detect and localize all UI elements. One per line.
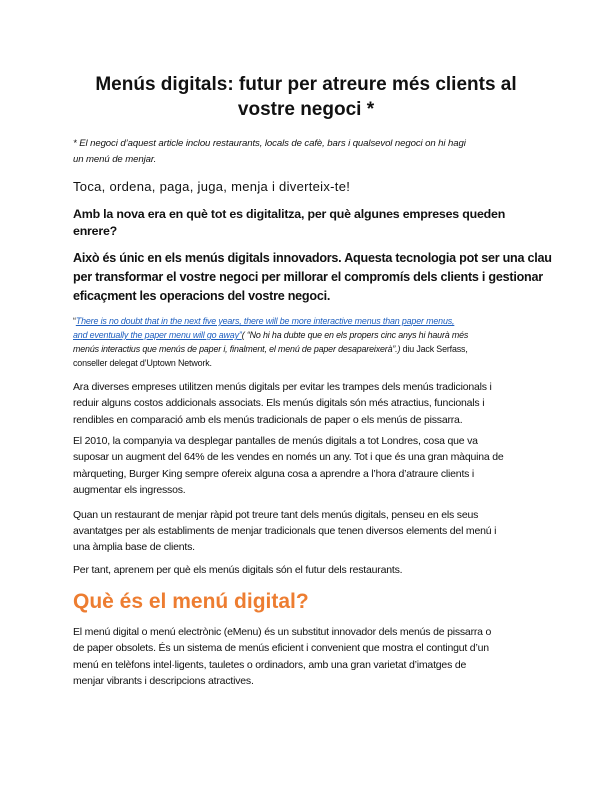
paragraph: de paper obsolets. És un sistema de menús eficient i convenient que mostra el contingut d’un bbox=[73, 642, 489, 654]
question-heading: enrere? bbox=[73, 224, 118, 238]
paragraph: El menú digital o menú electrònic (eMenu) és un substitut innovador dels menús de pissarra o bbox=[73, 626, 492, 638]
intro-paragraph: Això és únic en els menús digitals innovadors. Aquesta tecnologia pot ser una clau bbox=[73, 251, 552, 265]
quote-translation: ( “No hi ha dubte que en els propers cinc anys hi haurà més bbox=[241, 330, 469, 340]
section-heading: Què és el menú digital? bbox=[73, 590, 309, 613]
document-title: Menús digitals: futur per atreure més clients al bbox=[95, 74, 517, 95]
paragraph: màrqueting, Burger King sempre ofereix alguna cosa a aprendre a l’hora d’atraure clients i bbox=[73, 468, 475, 480]
paragraph: suposar un augment del 64% de les vendes en només un any. Tot i que és una gran màquina de bbox=[73, 451, 504, 463]
quote-link[interactable]: There is no doubt that in the next five years, there will be more interactive menus than paper menus, bbox=[75, 316, 455, 326]
open-quote: “ bbox=[73, 316, 76, 326]
quote-link[interactable]: and eventually the paper menu will go away” bbox=[73, 330, 242, 340]
quote-line bbox=[73, 316, 454, 326]
quote-line bbox=[73, 330, 468, 340]
paragraph: reduir alguns costos addicionals associats. Els menús digitals són més atractius, funcionals i bbox=[73, 397, 485, 409]
footnote-text: * El negoci d’aquest article inclou restaurants, locals de cafè, bars i qualsevol negoci on hi hagi bbox=[73, 138, 466, 149]
quote-line bbox=[73, 344, 468, 354]
intro-paragraph: eficaçment les operacions del vostre negoci. bbox=[73, 289, 331, 303]
paragraph: rendibles en comparació amb els menús tradicionals de paper o els menús de pissarra. bbox=[73, 414, 463, 426]
paragraph: Ara diverses empreses utilitzen menús digitals per evitar les trampes dels menús tradicionals i bbox=[73, 381, 492, 393]
paragraph: El 2010, la companyia va desplegar pantalles de menús digitals a tot Londres, cosa que va bbox=[73, 435, 478, 447]
paragraph: Per tant, aprenem per què els menús digitals són el futur dels restaurants. bbox=[73, 564, 403, 576]
paragraph: menjar vibrants i descripcions atractives. bbox=[73, 675, 254, 687]
paragraph: avantatges per als establiments de menjar tradicionals que tenen diversos elements del menú i bbox=[73, 525, 497, 537]
paragraph: Quan un restaurant de menjar ràpid pot treure tant dels menús digitals, penseu en els seus bbox=[73, 509, 479, 521]
paragraph: una àmplia base de clients. bbox=[73, 541, 195, 553]
question-heading: Amb la nova era en què tot es digitalitza, per què algunes empreses queden bbox=[73, 207, 506, 221]
paragraph: augmentar els ingressos. bbox=[73, 484, 186, 496]
tagline: Toca, ordena, paga, juga, menja i diverteix-te! bbox=[73, 179, 351, 194]
intro-paragraph: per transformar el vostre negoci per millorar el compromís dels clients i gestionar bbox=[73, 270, 543, 284]
quote-translation: menús interactius que menús de paper i, finalment, el menú de paper desapareixerà”.) bbox=[73, 344, 401, 354]
paragraph: menú en telèfons intel·ligents, tauletes o ordinadors, amb una gran varietat d’imatges de bbox=[73, 659, 467, 671]
document-title-line2: vostre negoci * bbox=[237, 99, 375, 120]
quote-attribution: diu Jack Serfass, bbox=[400, 344, 468, 354]
quote-attribution: conseller delegat d’Uptown Network. bbox=[73, 358, 212, 368]
footnote-text: un menú de menjar. bbox=[73, 154, 157, 165]
